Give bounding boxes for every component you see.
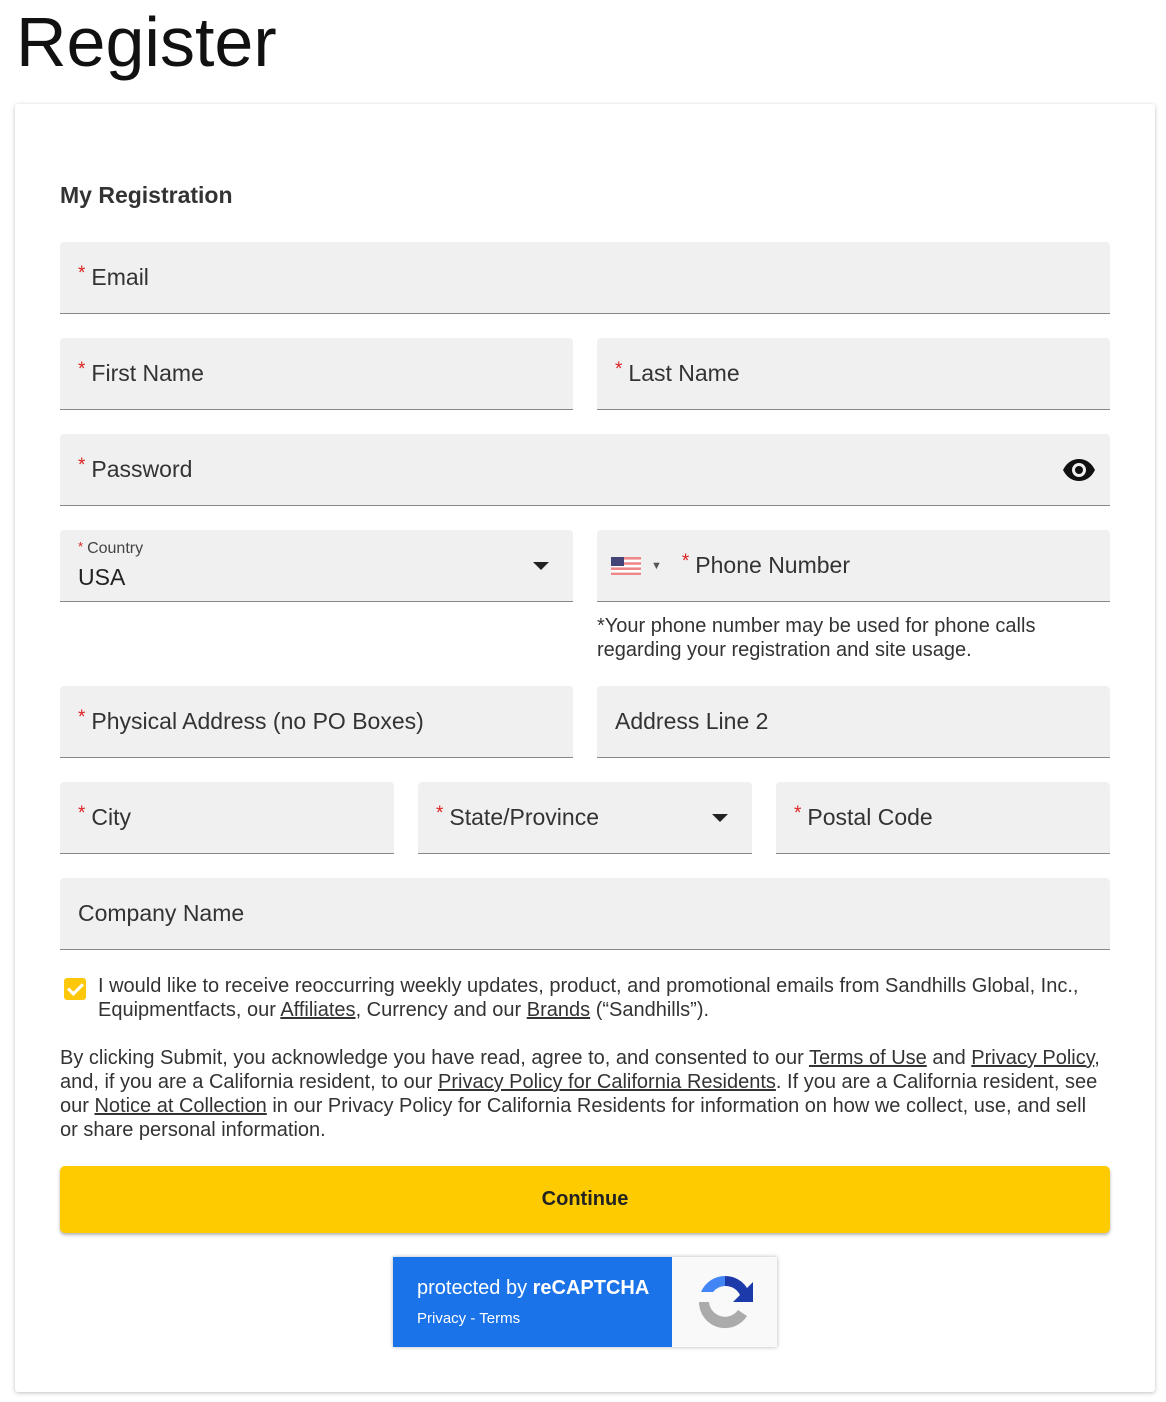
required-mark: * <box>794 802 802 824</box>
recaptcha-badge <box>393 1257 777 1347</box>
optin-text <box>98 974 1098 1022</box>
legal-text-3: , and, if you are a California resident, to our <box>60 1047 1100 1093</box>
required-mark: * <box>615 358 623 380</box>
email-label: Email <box>91 264 149 290</box>
legal-text-4: . If you are a California resident, see our <box>60 1071 1098 1117</box>
affiliates-link[interactable]: Affiliates <box>280 999 356 1021</box>
phone-note: *Your phone number may be used for phone calls regarding your registration and site usage. <box>597 615 1036 661</box>
required-mark: * <box>78 358 86 380</box>
us-flag-icon[interactable] <box>611 557 641 575</box>
first-name-label: First Name <box>91 360 204 386</box>
phone-field[interactable] <box>597 530 1110 602</box>
country-select[interactable] <box>60 530 573 602</box>
password-field[interactable] <box>60 434 1110 506</box>
city-label: City <box>91 804 132 830</box>
password-label: Password <box>91 456 193 482</box>
address-line-2-field[interactable] <box>597 686 1110 758</box>
country-value: USA <box>78 564 126 590</box>
required-mark: * <box>681 550 690 572</box>
phone-label: Phone Number <box>695 552 850 578</box>
first-name-field[interactable] <box>60 338 573 410</box>
email-field[interactable] <box>60 242 1110 314</box>
marketing-optin-checkbox[interactable] <box>64 978 86 1000</box>
address-label: Physical Address (no PO Boxes) <box>91 708 424 734</box>
recaptcha-brand: reCAPTCHA <box>532 1277 650 1299</box>
registration-card <box>15 104 1155 1392</box>
country-code-dropdown-icon[interactable]: ▼ <box>651 559 662 572</box>
company-name-field[interactable] <box>60 878 1110 950</box>
recaptcha-sep: - <box>466 1310 480 1327</box>
last-name-field[interactable] <box>597 338 1110 410</box>
chevron-down-icon <box>533 562 549 570</box>
optin-text-2: , Currency and our <box>355 999 527 1021</box>
required-mark: * <box>78 802 86 824</box>
optin-text-1: I would like to receive reoccurring weekly updates, product, and promotional emails from Sandhills Global, Inc., Equipmentfacts, our <box>98 975 1079 1021</box>
optin-text-3: (“Sandhills”). <box>590 999 710 1021</box>
address-field[interactable] <box>60 686 573 758</box>
recaptcha-logo-icon <box>693 1270 757 1334</box>
eye-icon[interactable] <box>1062 458 1096 482</box>
country-label: Country <box>87 540 144 557</box>
postal-label: Postal Code <box>807 804 933 830</box>
legal-text-5: in our Privacy Policy for California Residents for information on how we collect, use, and sell or share personal information. <box>60 1095 1087 1141</box>
address2-label: Address Line 2 <box>615 708 769 734</box>
city-field[interactable] <box>60 782 394 854</box>
recaptcha-pre: protected by <box>417 1277 533 1299</box>
last-name-label: Last Name <box>628 360 740 386</box>
required-mark: * <box>78 539 84 554</box>
state-select[interactable] <box>418 782 752 854</box>
company-label: Company Name <box>78 900 245 926</box>
legal-text <box>60 1046 1100 1142</box>
legal-text-2: and <box>926 1047 972 1069</box>
recaptcha-terms-link[interactable]: Terms <box>479 1310 521 1327</box>
recaptcha-privacy-link[interactable]: Privacy <box>417 1310 467 1327</box>
notice-at-collection-link[interactable]: Notice at Collection <box>94 1095 267 1117</box>
legal-text-1: By clicking Submit, you acknowledge you have read, agree to, and consented to our <box>60 1047 809 1069</box>
postal-code-field[interactable] <box>776 782 1110 854</box>
required-mark: * <box>436 802 444 824</box>
continue-button[interactable]: Continue <box>60 1166 1110 1233</box>
required-mark: * <box>78 706 86 728</box>
required-mark: * <box>78 454 86 476</box>
section-title: My Registration <box>60 182 233 208</box>
page-title: Register <box>16 3 277 81</box>
terms-of-use-link[interactable]: Terms of Use <box>808 1047 927 1069</box>
ca-privacy-link[interactable]: Privacy Policy for California Residents <box>438 1071 776 1093</box>
brands-link[interactable]: Brands <box>526 999 591 1021</box>
chevron-down-icon <box>712 814 728 822</box>
state-label: State/Province <box>449 804 599 830</box>
privacy-policy-link[interactable]: Privacy Policy <box>971 1047 1095 1069</box>
required-mark: * <box>78 262 86 284</box>
